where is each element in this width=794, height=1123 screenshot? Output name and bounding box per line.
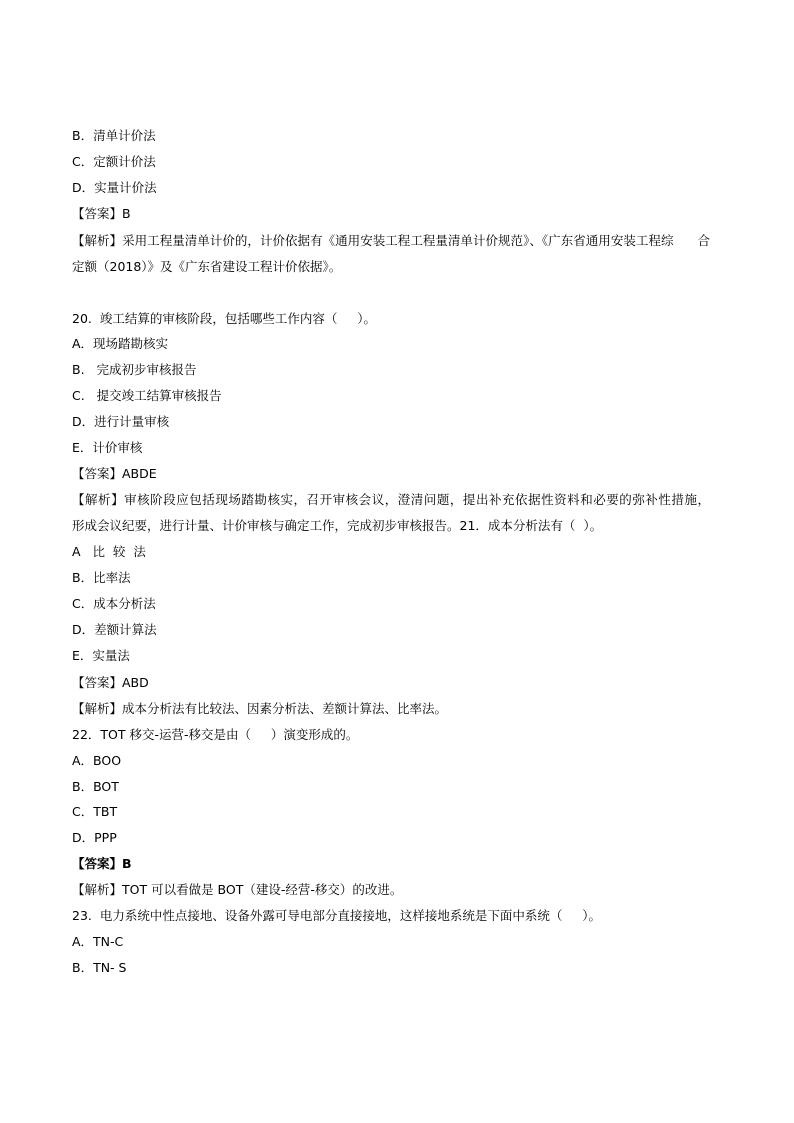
explanation-cont: 定额（2018）》及《广东省建设工程计价依据》。	[72, 259, 342, 274]
option-a: A．TN-C	[72, 934, 124, 949]
option-b: B．比率法	[72, 570, 131, 585]
option-d: D．实量计价法	[72, 180, 157, 195]
option-b: B. 完成初步审核报告	[72, 362, 197, 377]
explanation: 【解析】TOT 可以看做是 BOT（建设-经营-移交）的改进。	[72, 882, 403, 897]
option-d: D．差额计算法	[72, 622, 157, 637]
explanation: 【解析】采用工程量清单计价的，计价依据有《通用安装工程工程量清单计价规范》、《广东省通用安装工程综 合	[72, 233, 710, 248]
option-c: C．成本分析法	[72, 596, 156, 611]
option-d: D．进行计量审核	[72, 414, 170, 429]
explanation: 【解析】审核阶段应包括现场踏勘核实，召开审核会议，澄清问题，提出补充依据性资料和必要的弥补性措施，	[72, 492, 710, 507]
question-22: 22．TOT 移交-运营-移交是由（ ）演变形成的。	[72, 727, 359, 742]
option-c: C．定额计价法	[72, 154, 156, 169]
question-23: 23. 电力系统中性点接地、设备外露可导电部分直接接地，这样接地系统是下面中系统（ ）。	[72, 908, 601, 923]
explanation: 【解析】成本分析法有比较法、因素分析法、差额计算法、比率法。	[72, 701, 448, 716]
option-e: E．实量法	[72, 648, 130, 663]
option-b: B．清单计价法	[72, 128, 156, 143]
option-e: E．计价审核	[72, 440, 143, 455]
answer: 【答案】B	[72, 206, 131, 221]
option-a: A．BOO	[72, 753, 122, 768]
question-20: 20. 竣工结算的审核阶段，包括哪些工作内容（ ）。	[72, 311, 376, 326]
explanation-cont: 形成会议纪要，进行计量、计价审核与确定工作，完成初步审核报告。21．成本分析法有（ ）。	[72, 518, 603, 533]
option-a: A 比 较 法	[72, 544, 146, 559]
option-c: C．TBT	[72, 804, 118, 819]
option-c: C. 提交竣工结算审核报告	[72, 388, 222, 403]
option-b: B．TN- S	[72, 960, 127, 975]
answer: 【答案】B	[72, 856, 132, 871]
answer: 【答案】ABD	[72, 675, 149, 690]
option-a: A．现场踏勘核实	[72, 336, 169, 351]
option-d: D．PPP	[72, 830, 117, 845]
option-b: B．BOT	[72, 779, 119, 794]
answer: 【答案】ABDE	[72, 466, 157, 481]
